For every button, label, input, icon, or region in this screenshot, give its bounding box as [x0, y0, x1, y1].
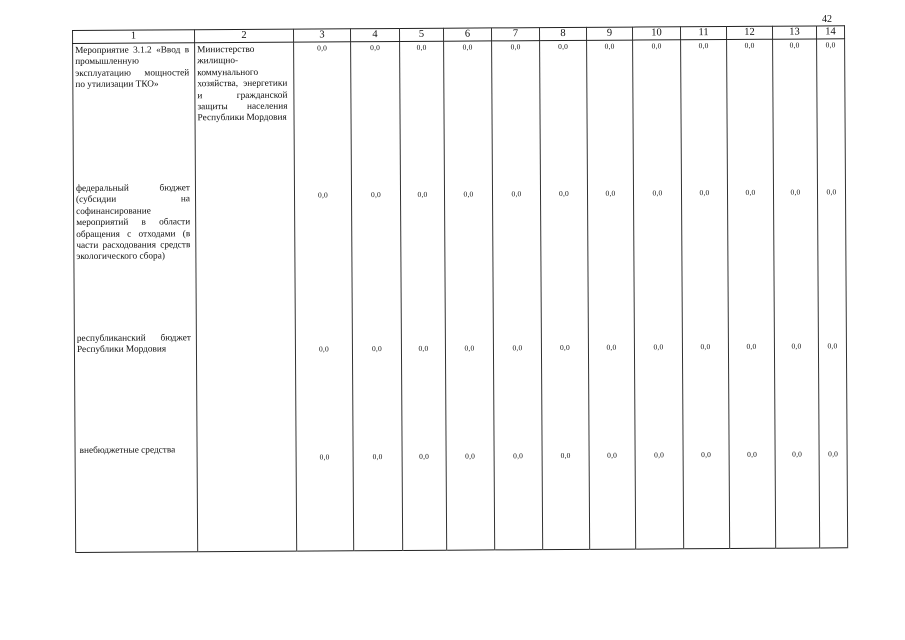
value-cell: 0,0 — [790, 187, 801, 197]
value-cell: 0,0 — [604, 41, 615, 51]
value-cell: 0,0 — [651, 41, 662, 51]
value-cell: 0,0 — [699, 188, 710, 198]
header-cell: 14 — [816, 26, 844, 39]
value-cell: 0,0 — [698, 41, 709, 51]
document-sheet — [72, 25, 847, 552]
value-cell: 0,0 — [317, 43, 328, 53]
value-cell: 0,0 — [701, 450, 712, 460]
value-cell: 0,0 — [317, 190, 329, 200]
value-cell: 0,0 — [744, 40, 755, 50]
value-column — [540, 40, 590, 549]
republic-budget-label: республиканский бюджет Республики Мордовия — [76, 333, 191, 356]
value-cell: 0,0 — [511, 189, 522, 199]
value-cell: 0,0 — [510, 42, 521, 52]
value-cell: 0,0 — [745, 187, 756, 197]
value-cell: 0,0 — [560, 450, 571, 461]
value-cell: 0,0 — [464, 343, 475, 353]
value-cell: 0,0 — [652, 188, 663, 198]
federal-budget-label: федеральный бюджет (субсидии на софинансирование мероприятий в области обращения с отходами (в части расходования средств экологического сбора) — [75, 183, 191, 263]
value-column — [587, 40, 636, 549]
value-column — [492, 41, 543, 550]
header-cell: 13 — [772, 26, 816, 39]
value-cell: 0,0 — [653, 342, 664, 352]
value-column — [773, 39, 820, 548]
header-cell: 4 — [350, 28, 399, 41]
value-cell: 0,0 — [828, 449, 839, 459]
value-cell: 0,0 — [558, 41, 569, 52]
value-cell: 0,0 — [654, 450, 665, 460]
value-cell: 0,0 — [826, 187, 837, 197]
value-cell: 0,0 — [319, 452, 330, 462]
value-cell: 0,0 — [463, 189, 474, 199]
value-cell: 0,0 — [747, 449, 758, 459]
value-cell: 0,0 — [605, 188, 616, 198]
value-cell: 0,0 — [512, 343, 523, 353]
funding-source-cell — [73, 43, 198, 553]
executor-cell — [195, 42, 297, 552]
value-cell: 0,0 — [318, 344, 329, 354]
header-cell: 3 — [293, 29, 350, 42]
value-column — [727, 39, 776, 548]
value-cell: 0,0 — [417, 189, 428, 199]
value-column — [681, 40, 730, 549]
value-cell: 0,0 — [700, 342, 711, 352]
header-cell: 7 — [491, 28, 539, 41]
value-cell: 0,0 — [462, 42, 473, 52]
value-cell: 0,0 — [370, 43, 381, 53]
value-cell: 0,0 — [789, 40, 800, 50]
header-cell: 11 — [680, 27, 726, 40]
header-cell: 2 — [195, 29, 294, 43]
header-cell: 9 — [586, 27, 632, 40]
page-number: 42 — [822, 14, 832, 25]
header-cell: 10 — [632, 27, 680, 40]
value-cell: 0,0 — [558, 188, 570, 199]
value-cell: 0,0 — [607, 450, 618, 460]
value-column — [351, 41, 403, 550]
value-cell: 0,0 — [825, 40, 836, 50]
table-row — [73, 39, 848, 553]
value-cell: 0,0 — [372, 452, 383, 462]
header-cell: 12 — [726, 26, 772, 39]
event-title: Мероприятие 3.1.2 «Ввод в промышленную эксплуатацию мощностей по утилизации ТКО» — [75, 45, 190, 91]
value-cell: 0,0 — [418, 343, 429, 353]
value-cell: 0,0 — [465, 451, 476, 461]
value-cell: 0,0 — [746, 341, 757, 351]
value-column — [400, 41, 447, 550]
header-cell: 1 — [73, 30, 195, 44]
value-cell: 0,0 — [370, 190, 382, 200]
value-cell: 0,0 — [559, 342, 570, 353]
value-cell: 0,0 — [827, 341, 838, 351]
ministry-name: Министерство жилищно-коммунального хозяйства, энергетики и гражданской защиты населения Республики Мордовия — [197, 44, 288, 124]
value-column — [444, 41, 495, 550]
value-column — [817, 39, 848, 548]
value-column — [633, 40, 684, 549]
value-cell: 0,0 — [419, 451, 430, 461]
value-cell: 0,0 — [416, 42, 427, 52]
value-cell: 0,0 — [513, 451, 524, 461]
value-cell: 0,0 — [792, 449, 803, 459]
value-cell: 0,0 — [791, 341, 802, 351]
header-cell: 8 — [539, 27, 586, 40]
header-cell: 5 — [399, 28, 443, 41]
value-cell: 0,0 — [371, 344, 382, 354]
financing-table — [72, 25, 848, 553]
value-cell: 0,0 — [606, 342, 617, 352]
header-cell: 6 — [443, 28, 491, 41]
extrabudgetary-label: внебюджетные средства — [79, 445, 176, 456]
value-column — [294, 42, 354, 551]
